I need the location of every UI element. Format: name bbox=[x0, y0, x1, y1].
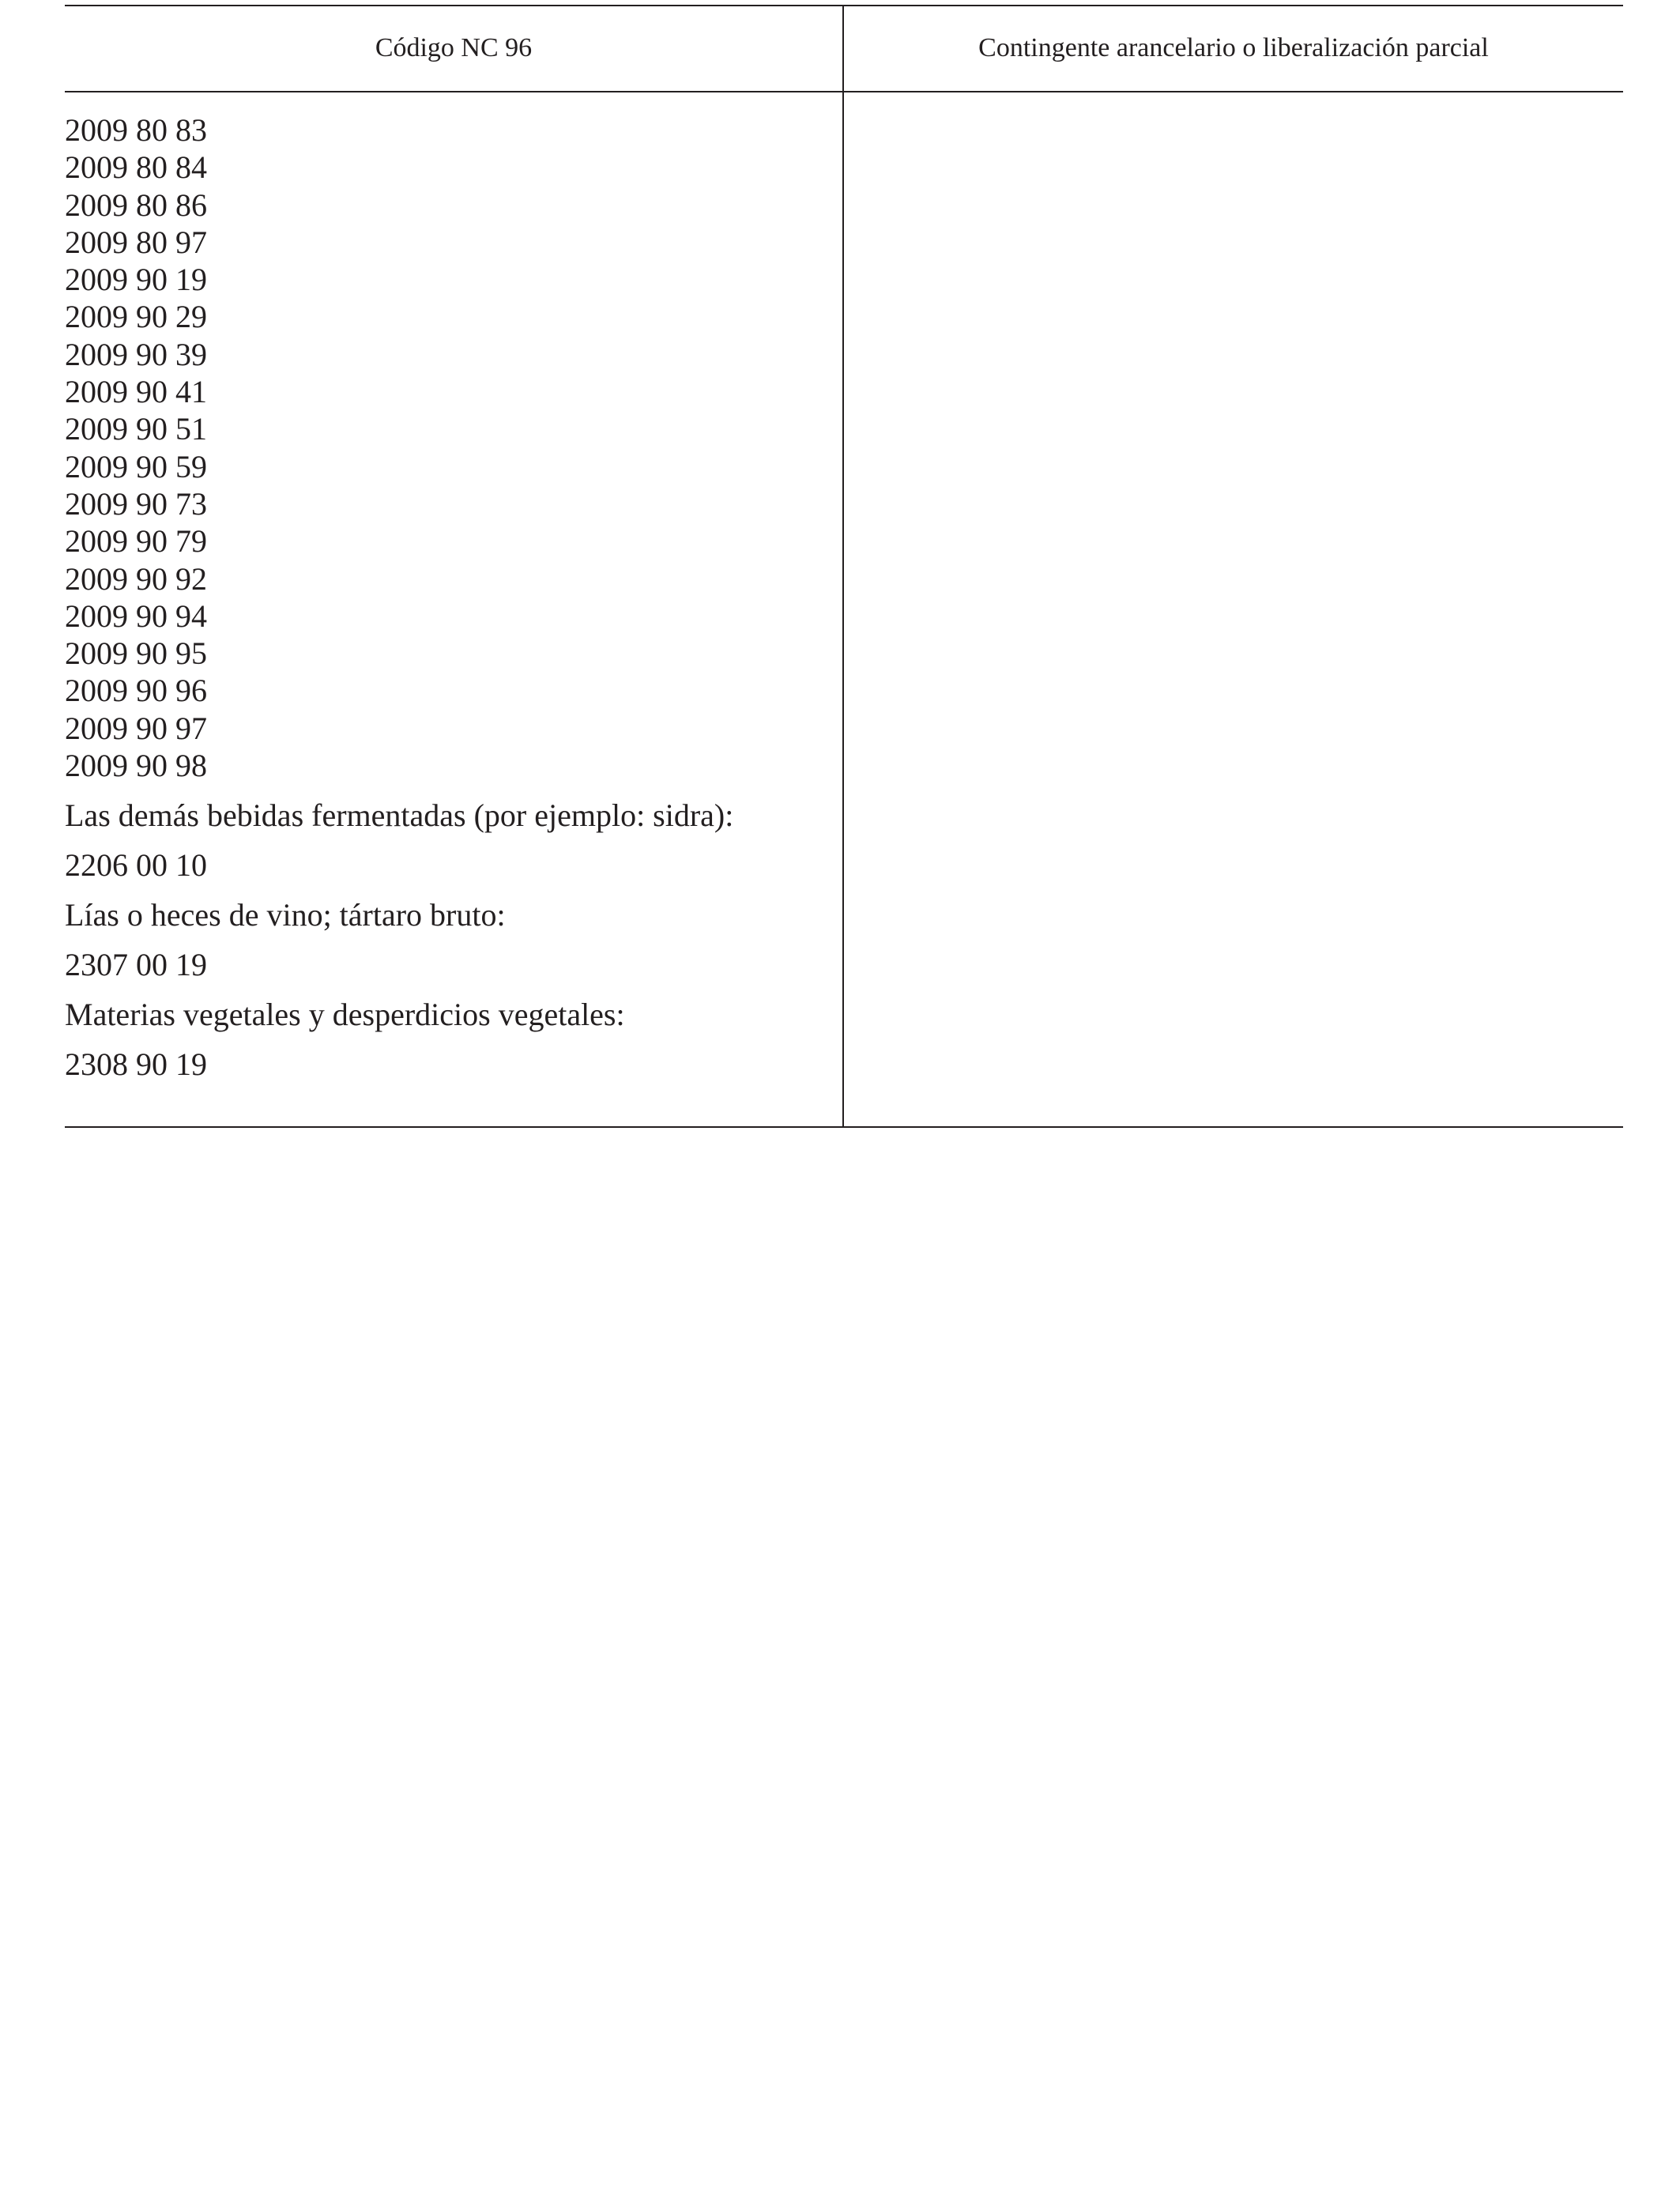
code-item: 2009 90 51 bbox=[65, 411, 207, 447]
code-item: 2009 80 84 bbox=[65, 149, 207, 186]
code-item: 2009 90 96 bbox=[65, 673, 207, 709]
column-divider bbox=[842, 5, 844, 1128]
group-heading-wine-lees: Lías o heces de vino; tártaro bruto: bbox=[65, 897, 506, 933]
code-item: 2009 90 97 bbox=[65, 710, 207, 746]
group-code-vegetable-materials: 2308 90 19 bbox=[65, 1046, 207, 1083]
code-item: 2009 90 73 bbox=[65, 485, 207, 522]
code-item: 2009 90 29 bbox=[65, 299, 207, 335]
tariff-table bbox=[65, 5, 1623, 1129]
code-item: 2009 90 41 bbox=[65, 374, 207, 410]
code-item: 2009 90 98 bbox=[65, 748, 207, 784]
code-item: 2009 80 97 bbox=[65, 224, 207, 260]
code-item: 2009 90 79 bbox=[65, 523, 207, 560]
group-heading-vegetable-materials: Materias vegetales y desperdicios vegetales: bbox=[65, 997, 625, 1033]
code-item: 2009 90 94 bbox=[65, 598, 207, 634]
code-item: 2009 90 95 bbox=[65, 635, 207, 672]
code-list bbox=[65, 111, 831, 784]
header-quota-column: Contingente arancelario o liberalización parcial bbox=[978, 32, 1489, 62]
code-item: 2009 90 39 bbox=[65, 336, 207, 372]
code-column-body bbox=[65, 111, 831, 1083]
code-item: 2009 80 83 bbox=[65, 112, 207, 148]
group-code-wine-lees: 2307 00 19 bbox=[65, 947, 207, 983]
table-header-rule bbox=[65, 91, 1623, 92]
code-item: 2009 90 59 bbox=[65, 448, 207, 484]
code-item: 2009 80 86 bbox=[65, 187, 207, 223]
group-code-fermented-beverages: 2206 00 10 bbox=[65, 847, 207, 884]
code-item: 2009 90 19 bbox=[65, 262, 207, 298]
code-item: 2009 90 92 bbox=[65, 560, 207, 597]
header-code-column: Código NC 96 bbox=[375, 32, 533, 62]
table-bottom-rule bbox=[65, 1126, 1623, 1128]
group-heading-fermented-beverages: Las demás bebidas fermentadas (por ejemplo: sidra): bbox=[65, 797, 734, 834]
